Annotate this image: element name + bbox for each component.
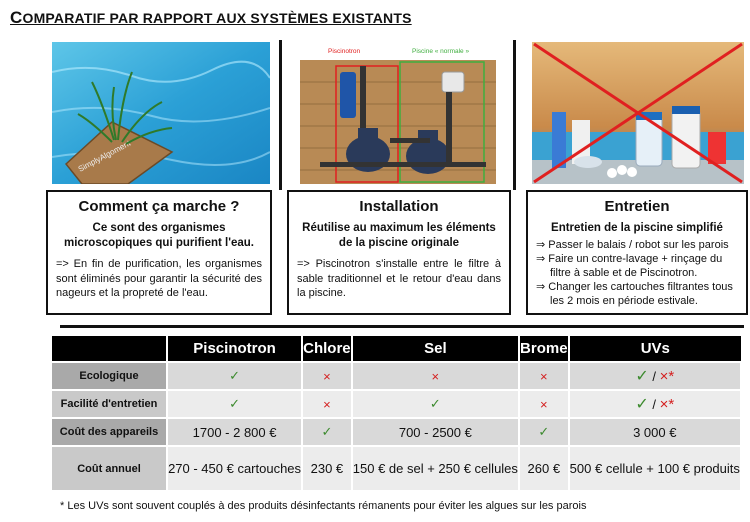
table-row [52,390,741,418]
check-icon: ✓ [352,390,519,418]
card-subtitle: Réutilise au maximum les éléments de la piscine originale [302,222,496,249]
algae-raft-photo [52,42,270,184]
normal-pool-label: Piscine « normale » [412,48,470,55]
card-subtitle: Entretien de la piscine simplifié [551,222,723,234]
check-icon: ✓ [167,390,302,418]
cross-icon: × [519,362,569,390]
price-cell: 230 € [302,446,352,490]
row-label: Coût annuel [52,446,167,490]
check-icon: ✓ [302,418,352,446]
list-item: ⇒ Changer les cartouches filtrantes tous les 2 mois en période estivale. [536,281,733,307]
pool-chemicals-photo [532,42,744,184]
raft-sign-text: SimplyAlgoment [76,138,132,174]
price-cell: 270 - 450 € cartouches [167,446,302,490]
section-divider [60,325,744,328]
price-cell: 700 - 2500 € [352,418,519,446]
installation-photo [300,42,496,184]
column-separator [513,40,516,190]
price-cell: 260 € [519,446,569,490]
cross-icon: × [519,390,569,418]
piscinotron-label: Piscinotron [328,48,361,55]
footnote: * Les UVs sont souvent couplés à des produits désinfectants rémanents pour éviter les algues sur les parois [60,500,587,512]
row-label: Coût des appareils [52,418,167,446]
row-label: Facilité d'entretien [52,390,167,418]
page-title: COMPARATIF PAR RAPPORT AUX SYSTÈMES EXISTANTS [10,8,412,27]
col-header: Brome [519,336,569,362]
list-item: ⇒ Passer le balais / robot sur les parois [536,239,729,251]
card-body: => En fin de purification, les organismes sont éliminés pour garantir la sécurité des nageurs et la propreté de l'eau. [56,258,262,299]
header-empty-cell [52,336,167,362]
mixed-cell: ✓ / ×* [569,390,741,418]
mixed-cell: ✓ / ×* [569,362,741,390]
check-icon: ✓ [519,418,569,446]
table-row [52,362,741,390]
col-header: Chlore [302,336,352,362]
cross-icon: × [302,390,352,418]
card-installation [287,190,511,315]
col-header: Sel [352,336,519,362]
table-header-row [52,336,741,362]
cross-icon: × [302,362,352,390]
table-row [52,446,741,490]
col-header: UVs [569,336,741,362]
card-maintenance [526,190,748,315]
card-title: Installation [359,198,439,215]
check-icon: ✓ [167,362,302,390]
card-title: Entretien [604,198,670,215]
comparison-table [52,336,742,490]
card-title: Comment ça marche ? [78,198,240,215]
list-item: ⇒ Faire un contre-lavage + rinçage du filtre à sable et de Piscinotron. [536,253,723,279]
row-label: Ecologique [52,362,167,390]
table-row [52,418,741,446]
col-header: Piscinotron [167,336,302,362]
price-cell: 500 € cellule + 100 € produits [569,446,741,490]
card-how-it-works [46,190,272,315]
maintenance-list [536,238,738,308]
cross-icon: × [352,362,519,390]
price-cell: 3 000 € [569,418,741,446]
card-subtitle: Ce sont des organismes microscopiques qui purifient l'eau. [64,222,254,249]
column-separator [279,40,282,190]
price-cell: 150 € de sel + 250 € cellules [352,446,519,490]
price-cell: 1700 - 2 800 € [167,418,302,446]
card-body: => Piscinotron s'installe entre le filtre à sable traditionnel et le retour d'eau dans la piscine. [297,258,501,299]
